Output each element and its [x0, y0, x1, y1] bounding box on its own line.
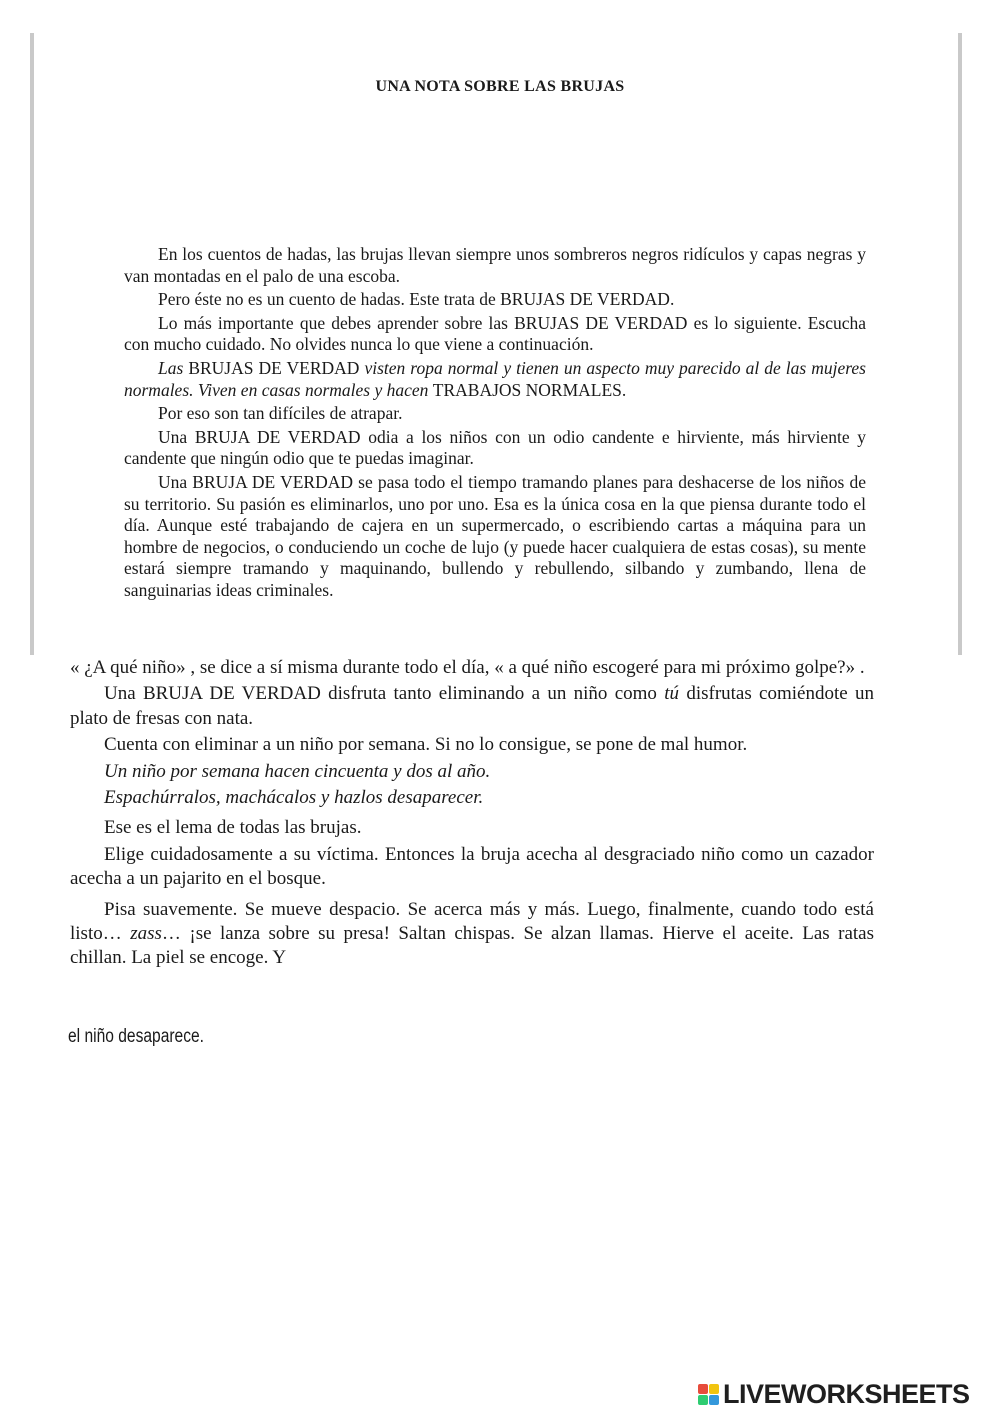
paragraph: Una BRUJA DE VERDAD se pasa todo el tiempo tramando planes para deshacerse de los niños de su territorio. Su pasión es eliminarlos, uno por uno. Esa es la única cosa en la que piensa durante todo el día. Aunque esté trabajando de cajera en un supermercado, o escribiendo cartas a máquina para un hombre de negocios, o conduciendo un coche de lujo (y puede hacer cualquiera de estas cosas), su mente estará siempre tramando y maquinando, bullendo y rebullendo, silbando y zumbando, llena de sanguinarias ideas criminales. [124, 471, 866, 600]
paragraph: Cuenta con eliminar a un niño por semana. Si no lo consigue, se pone de mal humor. [104, 734, 748, 756]
paragraph: En los cuentos de hadas, las brujas llevan siempre unos sombreros negros ridículos y capas negras y van montadas en el palo de una escoba. [124, 244, 866, 286]
liveworksheets-logo[interactable] [698, 1378, 970, 1410]
paragraph: Por eso son tan difíciles de atrapar. [158, 403, 403, 424]
logo-square [698, 1395, 708, 1405]
left-margin-rule [30, 33, 34, 655]
bottom-text-block [70, 656, 874, 973]
top-text-block [124, 244, 866, 604]
paragraph: Lo más importante que debes aprender sobre las BRUJAS DE VERDAD es lo siguiente. Escucha con mucho cuidado. No olvides nunca lo que viene a continuación. [124, 312, 866, 355]
logo-square [709, 1395, 719, 1405]
motto-line-2: Espachúrralos, machácalos y hazlos desaparecer. [104, 787, 484, 809]
logo-square [709, 1384, 719, 1394]
paragraph-attack: Pisa suavemente. Se mueve despacio. Se acerca más y más. Luego, finalmente, cuando todo está listo… zass… ¡se lanza sobre su presa! Saltan chispas. Se alzan llamas. Hierve el aceite. Las ratas chillan. La piel se encoge. Y [70, 898, 874, 969]
right-margin-rule [958, 33, 962, 655]
quote-paragraph: « ¿A qué niño» , se dice a sí misma durante todo el día, « a qué niño escogeré para mi próximo golpe?» . [70, 657, 865, 678]
logo-icon [698, 1384, 719, 1405]
paragraph-enjoy: Una BRUJA DE VERDAD disfruta tanto eliminando a un niño como tú disfrutas comiéndote un plato de fresas con nata. [70, 683, 874, 729]
motto-line-1: Un niño por semana hacen cincuenta y dos al año. [104, 760, 491, 782]
final-line: el niño desaparece. [68, 1026, 204, 1047]
paragraph: Una BRUJA DE VERDAD odia a los niños con un odio candente e hirviente, más hirviente y candente que ningún odio que te puedas imaginar. [124, 426, 866, 469]
logo-text: LIVEWORKSHEETS [723, 1378, 970, 1409]
paragraph-normal-work: Las BRUJAS DE VERDAD visten ropa normal y tienen un aspecto muy parecido al de las mujeres normales. Viven en casas normales y hacen TRABAJOS NORMALES. [124, 357, 866, 400]
page-title: UNA NOTA SOBRE LAS BRUJAS [375, 78, 625, 95]
paragraph: Elige cuidadosamente a su víctima. Entonces la bruja acecha al desgraciado niño como un cazador acecha a un pajarito en el bosque. [70, 843, 874, 890]
paragraph: Ese es el lema de todas las brujas. [104, 817, 362, 839]
logo-square [698, 1384, 708, 1394]
paragraph: Pero éste no es un cuento de hadas. Este trata de BRUJAS DE VERDAD. [158, 289, 675, 310]
